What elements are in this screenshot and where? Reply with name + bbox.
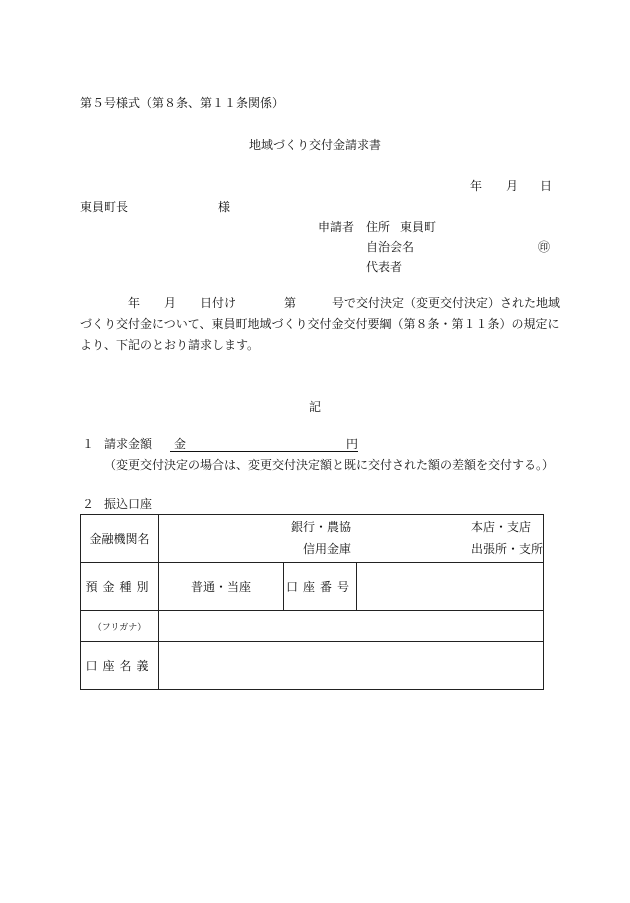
account-number-value-cell[interactable]	[357, 563, 544, 611]
furigana-label: （フリガナ）	[92, 623, 147, 633]
amount-prefix: 金	[174, 437, 187, 451]
account-number-label-cell	[284, 563, 357, 611]
representative-label: 代表者	[366, 260, 403, 274]
amount-note: （変更交付決定の場合は、変更交付決定額と既に交付された額の差額を交付する。）	[104, 458, 555, 472]
date-month: 月	[506, 179, 519, 193]
section2-label: 振込口座	[104, 497, 153, 511]
furigana-label-cell	[81, 611, 159, 642]
deposit-type-value-cell[interactable]	[159, 563, 284, 611]
deposit-type-label-cell	[81, 563, 159, 611]
branch-types-2: 出張所・支所	[471, 541, 544, 556]
holder-label-cell	[81, 642, 159, 690]
seal-mark: ㊞	[538, 240, 551, 254]
request-body	[80, 293, 561, 356]
addressee-name: 東員町長	[80, 200, 129, 214]
body-line: づくり交付金について、東員町地域づくり交付金交付要綱（第８条・第１１条）の規定に	[80, 317, 560, 331]
amount-underline	[170, 451, 358, 452]
table-row	[81, 563, 544, 611]
institution-label-cell	[81, 515, 159, 563]
address-value: 東員町	[400, 220, 437, 234]
bank-types-1: 銀行・農協	[291, 519, 352, 534]
section1-label: 請求金額	[104, 437, 153, 451]
addressee-honorific: 様	[218, 200, 231, 214]
furigana-value-cell[interactable]	[159, 611, 544, 642]
ki-heading: 記	[308, 400, 321, 414]
account-number-label: 口座番号	[285, 580, 354, 594]
form-number: 第５号様式（第８条、第１１条関係）	[80, 96, 285, 110]
date-year: 年	[470, 179, 483, 193]
address-label: 住所	[366, 220, 391, 234]
bank-types-2: 信用金庫	[303, 541, 352, 556]
institution-label: 金融機関名	[89, 532, 150, 546]
holder-value-cell[interactable]	[159, 642, 544, 690]
date-day: 日	[540, 179, 553, 193]
body-line: より、下記のとおり請求します。	[80, 338, 260, 352]
table-row	[81, 642, 544, 690]
branch-types-1: 本店・支店	[471, 519, 532, 534]
document-title: 地域づくり交付金請求書	[248, 138, 381, 152]
bank-account-table	[80, 514, 544, 690]
section1-number: １	[82, 437, 95, 451]
association-label: 自治会名	[366, 240, 415, 254]
deposit-type-label: 預金種別	[85, 580, 154, 594]
section2-number: ２	[82, 497, 95, 511]
amount-suffix: 円	[346, 437, 359, 451]
table-row	[81, 515, 544, 563]
body-line: 年 月 日付け 第 号で交付決定（変更交付決定）された地域	[80, 296, 561, 310]
holder-label: 口座名義	[85, 659, 154, 673]
institution-value-cell[interactable]	[159, 515, 544, 563]
deposit-options: 普通・当座	[190, 580, 251, 594]
applicant-label: 申請者	[318, 220, 355, 234]
table-row	[81, 611, 544, 642]
